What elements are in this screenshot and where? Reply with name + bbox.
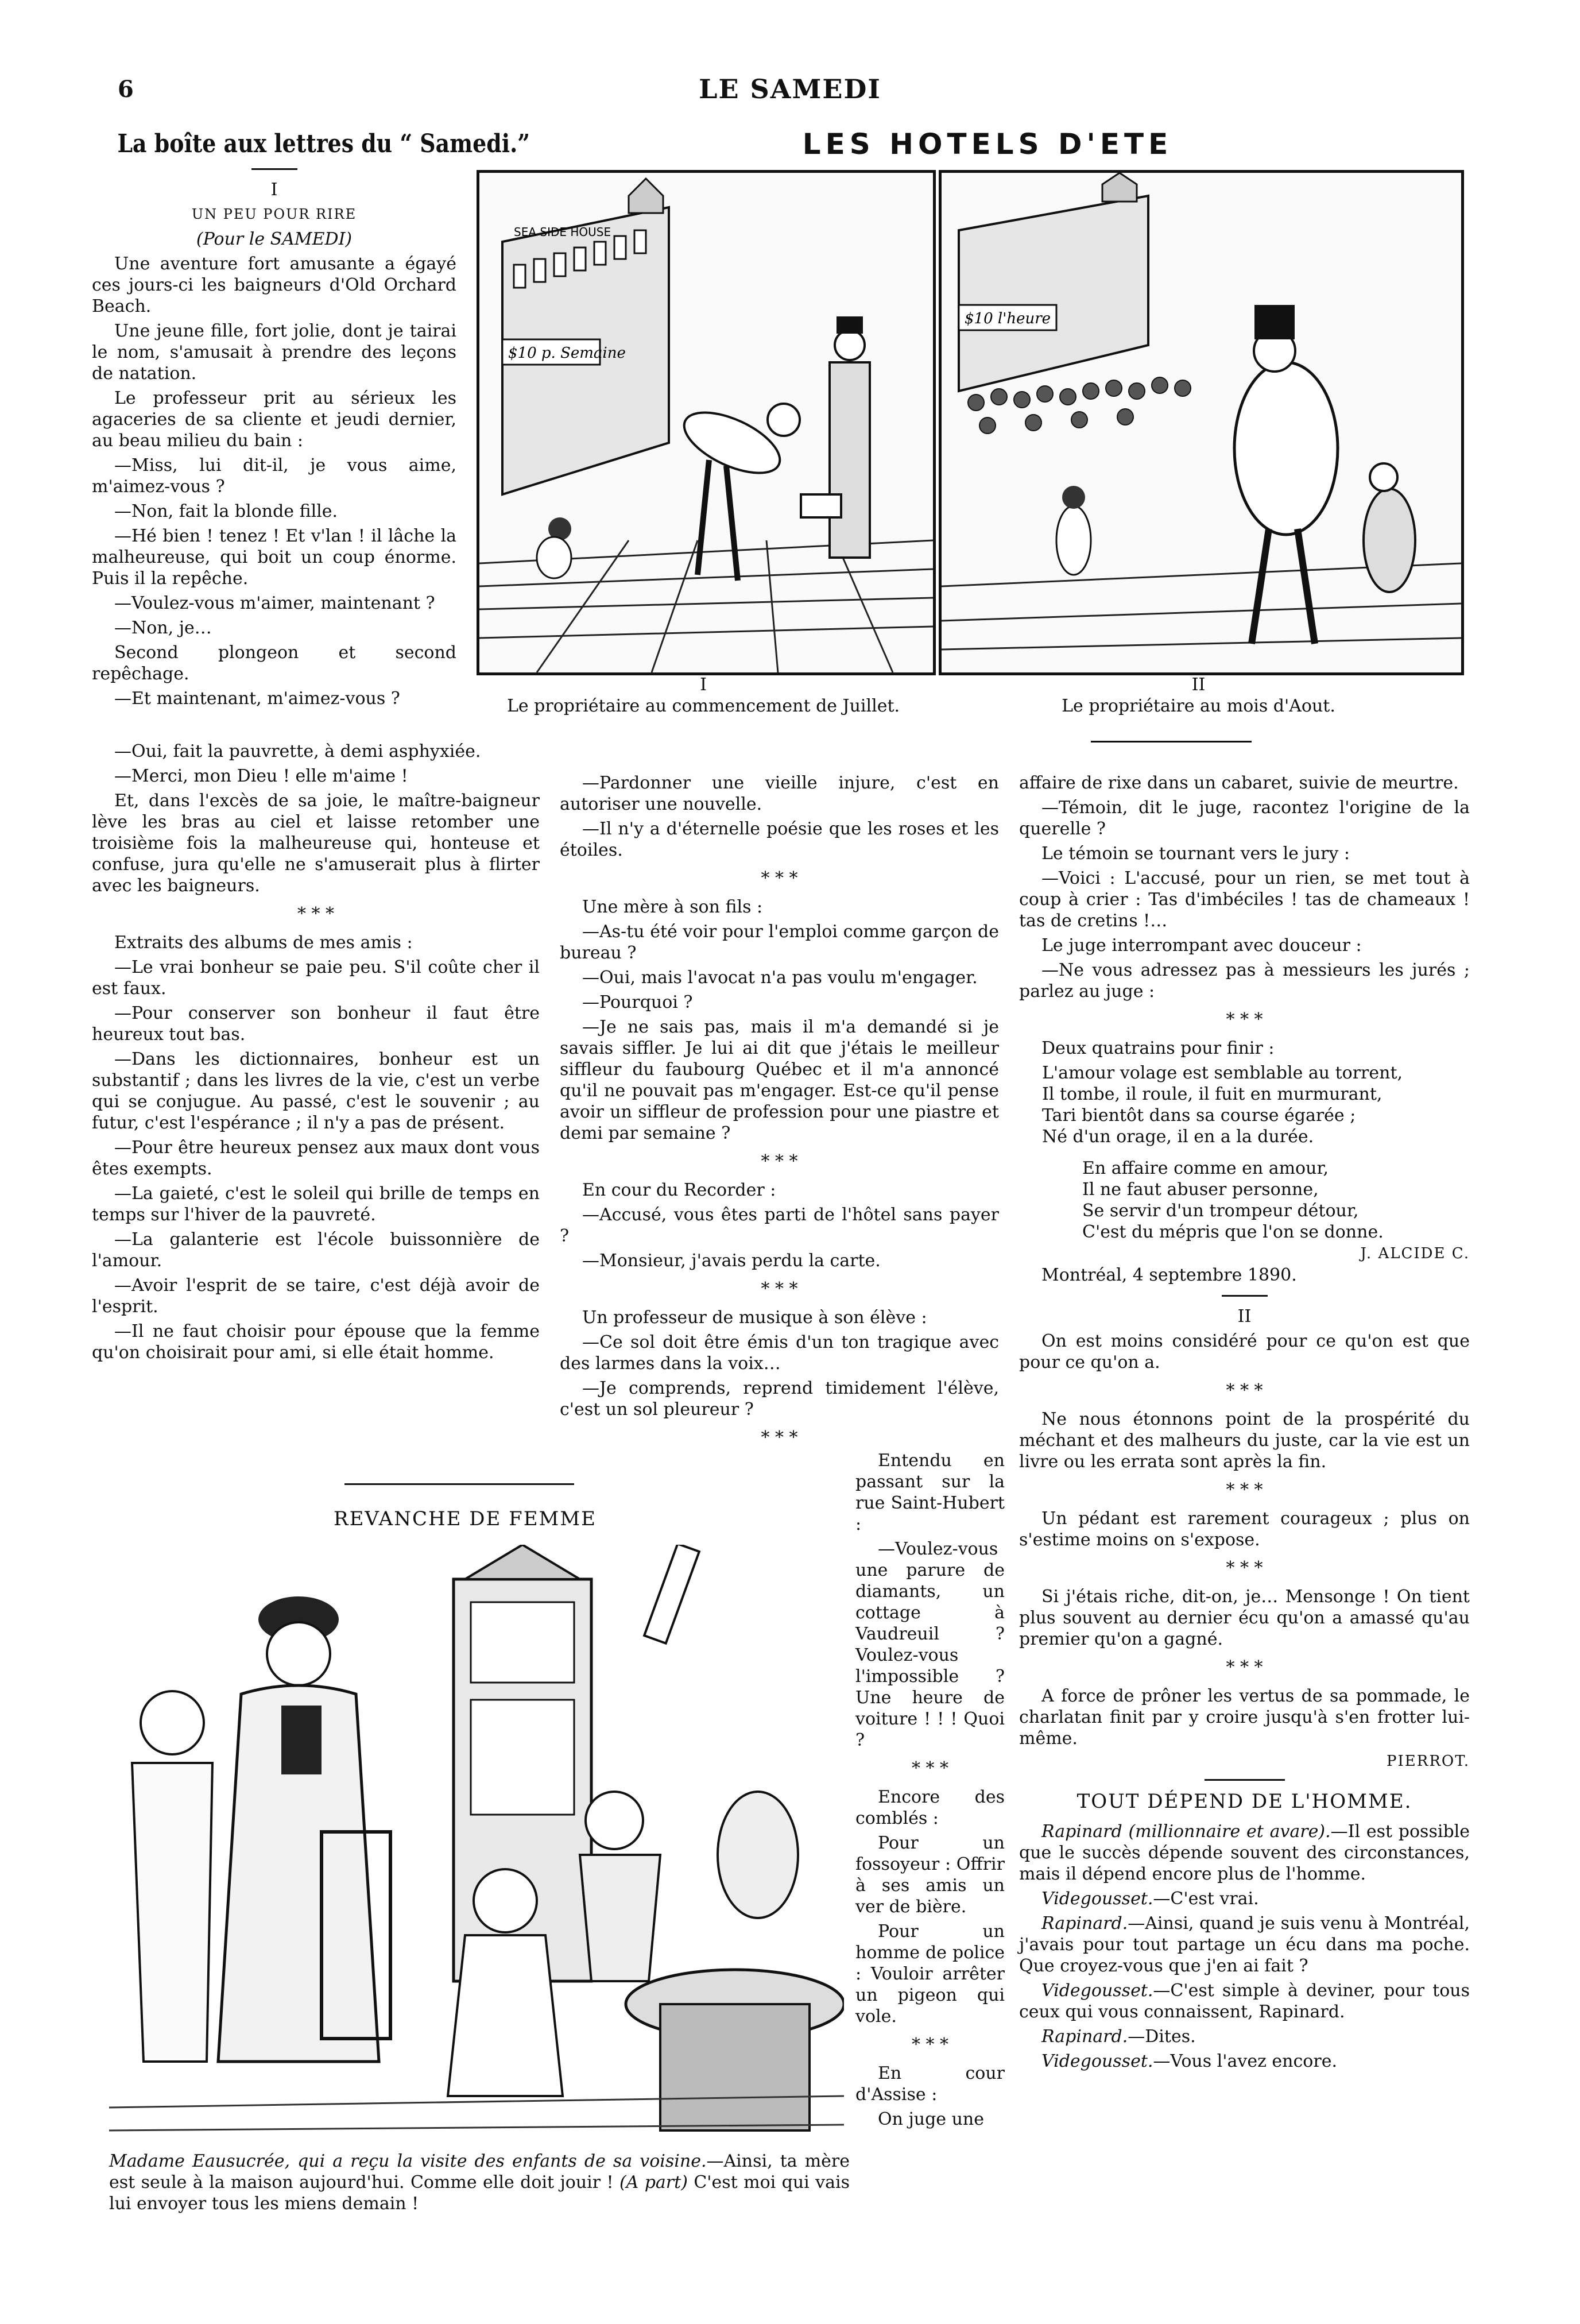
paragraph: —Avoir l'esprit de se taire, c'est déjà avoir de l'esprit.: [92, 1275, 540, 1317]
rule: [1222, 1295, 1268, 1297]
line-text: —Ainsi, quand je suis venu à Montréal, j'avais pour tout partage un écu dans ma poche. Que croyez-vous que j'en ai fait ?: [1019, 1913, 1470, 1976]
section-number: II: [1237, 1306, 1252, 1327]
paragraph: —Et maintenant, m'aimez-vous ?: [114, 689, 400, 709]
paragraph: Le juge interrompant avec douceur :: [1041, 935, 1362, 956]
paragraph: —Ce sol doit être émis d'un ton tragique avec des larmes dans la voix…: [560, 1332, 999, 1374]
verse-line: Il tombe, il roule, il fuit en murmurant,: [1042, 1084, 1382, 1104]
paragraph: On juge une: [878, 2109, 984, 2129]
rule: [1205, 1779, 1285, 1781]
column-2: [560, 772, 999, 1456]
paragraph: Second plongeon et second repêchage.: [92, 643, 456, 684]
speaker: Videgousset.: [1041, 2051, 1153, 2071]
line-text: —C'est simple à deviner, pour tous ceux qui vous connaissent, Rapinard.: [1019, 1981, 1470, 2022]
paragraph: —Miss, lui dit-il, je vous aime, m'aimez-vous ?: [92, 455, 456, 497]
paragraph: A force de prôner les vertus de sa pommade, le charlatan finit par y croire jusqu'à s'en frotter lui-même.: [1019, 1686, 1470, 1749]
panel-2-number: II: [1191, 675, 1206, 695]
revanche-caption: [109, 2151, 850, 2214]
paragraph: —Il ne faut choisir pour épouse que la femme qu'on choisirait pour ami, si elle était homme.: [92, 1321, 540, 1363]
paragraph: —Oui, mais l'avocat n'a pas voulu m'engager.: [582, 968, 978, 988]
subtitle: UN PEU POUR RIRE: [191, 206, 357, 222]
paragraph: Une aventure fort amusante a égayé ces jours-ci les baigneurs d'Old Orchard Beach.: [92, 254, 456, 316]
paragraph: —Pour être heureux pensez aux maux dont vous êtes exempts.: [92, 1138, 540, 1179]
paragraph: —Le vrai bonheur se paie peu. S'il coûte cher il est faux.: [92, 957, 540, 999]
revanche-title: REVANCHE DE FEMME: [333, 1507, 597, 1530]
revanche-illustration: [109, 1545, 844, 2142]
paragraph: —As-tu été voir pour l'emploi comme garçon de bureau ?: [560, 922, 999, 963]
caption-text: —Ainsi, ta mère est seule à la maison aujourd'hui. Comme elle doit jouir !: [109, 2151, 850, 2192]
verse-line: Il ne faut abuser personne,: [1082, 1180, 1319, 1200]
hotel-owner-bowing-illustration: [479, 173, 933, 672]
speaker: Videgousset.: [1041, 1889, 1153, 1909]
stars-separator: * * *: [761, 1151, 798, 1171]
paragraph: —Pourquoi ?: [582, 992, 693, 1012]
paragraph: —Je ne sais pas, mais il m'a demandé si je savais siffler. Je lui ai dit que j'étais le meilleur siffleur du faubourg Québec et il m'a annoncé qu'il ne pouvait pas m'engager. Est-ce qu'il pense avoir un siffleur de profession pour une piastre et demi par semaine ?: [560, 1017, 999, 1143]
stars-separator: * * *: [911, 2035, 949, 2055]
woman-with-children-illustration: [109, 1545, 844, 2142]
page-number: 6: [118, 76, 134, 103]
paragraph: —Dans les dictionnaires, bonheur est un substantif ; dans les livres de la vie, c'est un verbe qui se conjugue. Au passé, c'est le souvenir ; au futur, c'est l'espérance ; il n'y a pas de présent.: [92, 1049, 540, 1133]
signature: J. ALCIDE C.: [1360, 1245, 1470, 1262]
stars-separator: * * *: [761, 1279, 798, 1299]
verse-line: En affaire comme en amour,: [1082, 1158, 1329, 1178]
paragraph: Pour un fossoyeur : Offrir à ses amis un ver de bière.: [855, 1833, 1005, 1917]
paragraph: —Voulez-vous une parure de diamants, un cottage à Vaudreuil ? Voulez-vous l'impossible ? Une heure de voiture ! ! ! Quoi ?: [855, 1539, 1005, 1750]
byline: (Pour le SAMEDI): [196, 229, 353, 249]
line-text: —Il est possible que le succès dépende souvent des circonstances, mais il dépend encore plus de l'homme.: [1019, 1822, 1470, 1884]
paragraph: On est moins considéré pour ce qu'on est que pour ce qu'on a.: [1019, 1331, 1470, 1372]
paragraph: Ne nous étonnons point de la prospérité du méchant et des malheurs du juste, car la vie est un livre ou les errata sont après la fin.: [1019, 1409, 1470, 1472]
dialogue-line: [1019, 2051, 1470, 2072]
panel-1-caption: Le propriétaire au commencement de Juillet.: [506, 696, 900, 716]
column-1-bottom: [92, 741, 540, 1367]
dialogue-line: [1019, 1913, 1470, 1977]
dialogue-line: [1019, 1821, 1470, 1885]
caption-aside: (A part): [619, 2172, 688, 2192]
paragraph: —Non, fait la blonde fille.: [114, 501, 338, 521]
speaker: Videgousset.: [1041, 1981, 1153, 2001]
verse-line: C'est du mépris que l'on se donne.: [1082, 1222, 1384, 1242]
verse-line: Né d'un orage, il en a la durée.: [1042, 1127, 1314, 1147]
paragraph: affaire de rixe dans un cabaret, suivie de meurtre.: [1019, 773, 1459, 793]
paragraph: Le témoin se tournant vers le jury :: [1041, 844, 1350, 864]
paragraph: —Voulez-vous m'aimer, maintenant ?: [114, 593, 435, 613]
tout-depend-title: TOUT DÉPEND DE L'HOMME.: [1076, 1790, 1412, 1813]
newspaper-title: LE SAMEDI: [699, 74, 881, 105]
signature: PIERROT.: [1387, 1753, 1470, 1770]
paragraph: —Je comprends, reprend timidement l'élève, c'est un sol pleureur ?: [560, 1378, 999, 1420]
paragraph: En cour d'Assise :: [855, 2063, 1005, 2105]
stars-separator: * * *: [1226, 1480, 1263, 1500]
paragraph: Un pédant est rarement courageux ; plus on s'estime moins on s'expose.: [1019, 1509, 1470, 1550]
quatrain-2: [1082, 1158, 1470, 1243]
speaker: Rapinard.: [1041, 2027, 1128, 2047]
sign-label: $10 l'heure: [965, 310, 1051, 327]
panel-1-number: I: [700, 675, 707, 695]
building-label: SEA SIDE HOUSE: [514, 225, 611, 239]
paragraph: —Voici : L'accusé, pour un rien, se met tout à coup à crier : Tas d'imbéciles ! tas de chameaux ! tas de cretins !…: [1019, 868, 1470, 931]
paragraph: Pour un homme de police : Vouloir arrêter un pigeon qui vole.: [855, 1921, 1005, 2027]
paragraph: —La galanterie est l'école buissonnière de l'amour.: [92, 1229, 540, 1271]
paragraph: Encore des comblés :: [855, 1787, 1005, 1828]
stars-separator: * * *: [761, 868, 798, 888]
paragraph: —Pour conserver son bonheur il faut être heureux tout bas.: [92, 1003, 540, 1045]
paragraph: —Merci, mon Dieu ! elle m'aime !: [114, 766, 408, 786]
stars-separator: * * *: [761, 1428, 798, 1448]
stars-separator: * * *: [911, 1758, 949, 1778]
line-text: —Dites.: [1128, 2027, 1196, 2047]
caption-speaker: Madame Eausucrée, qui a reçu la visite des enfants de sa voisine.: [109, 2151, 707, 2171]
caption-end: C'est moi qui vais lui envoyer tous les miens demain !: [109, 2172, 850, 2214]
paragraph: —Hé bien ! tenez ! Et v'lan ! il lâche la malheureuse, qui boit un coup énorme. Puis il la repêche.: [92, 526, 456, 589]
paragraph: Deux quatrains pour finir :: [1041, 1038, 1275, 1058]
cartoon-panel-2: [939, 170, 1464, 675]
dateline: Montréal, 4 septembre 1890.: [1041, 1265, 1297, 1285]
paragraph: Le professeur prit au sérieux les agaceries de sa cliente et jeudi dernier, au beau milieu du bain :: [92, 388, 456, 451]
rule: [344, 1483, 574, 1485]
paragraph: —Non, je…: [114, 618, 212, 638]
paragraph: —Monsieur, j'avais perdu la carte.: [582, 1251, 881, 1271]
stars-separator: * * *: [1226, 1010, 1263, 1030]
panel-2-caption: Le propriétaire au mois d'Aout.: [1062, 696, 1335, 716]
paragraph: —La gaieté, c'est le soleil qui brille de temps en temps sur l'hiver de la pauvreté.: [92, 1184, 540, 1225]
dialogue-line: [1019, 2026, 1470, 2047]
story-text: [92, 253, 456, 709]
side-column: [855, 1450, 1005, 2133]
stars-separator: * * *: [1226, 1558, 1263, 1578]
dialogue-line: [1019, 1980, 1470, 2023]
paragraph: Une mère à son fils :: [582, 897, 763, 917]
column-3: [1019, 772, 1470, 2075]
dialogue-line: [1019, 1888, 1470, 1909]
section-number: I: [270, 180, 278, 200]
column-1-top: [92, 129, 530, 713]
paragraph: —Oui, fait la pauvrette, à demi asphyxiée.: [114, 741, 481, 761]
paragraph: Un professeur de musique à son élève :: [582, 1308, 927, 1328]
speaker: Rapinard (millionnaire et avare).: [1041, 1822, 1331, 1842]
quatrain-1: [1042, 1062, 1470, 1147]
paragraph: —Accusé, vous êtes parti de l'hôtel sans payer ?: [560, 1205, 999, 1246]
paragraph: En cour du Recorder :: [582, 1180, 776, 1200]
rule: [251, 168, 297, 170]
paragraph: Une jeune fille, fort jolie, dont je tairai le nom, s'amusait à prendre des leçons de natation.: [92, 321, 456, 384]
hotel-owner-crowd-illustration: [942, 173, 1461, 672]
verse-line: Se servir d'un trompeur détour,: [1082, 1201, 1359, 1221]
line-text: —C'est vrai.: [1153, 1889, 1259, 1909]
paragraph: —Ne vous adressez pas à messieurs les jurés ; parlez au juge :: [1019, 960, 1470, 1001]
verse-line: Tari bientôt dans sa course égarée ;: [1042, 1105, 1356, 1126]
dialogue: [1019, 1821, 1470, 2072]
stars-separator: * * *: [1226, 1381, 1263, 1401]
sign-label: $10 p. Semaine: [508, 345, 626, 362]
verse-line: L'amour volage est semblable au torrent,: [1042, 1063, 1403, 1083]
speaker: Rapinard.: [1041, 1913, 1128, 1934]
paragraph: —Il n'y a d'éternelle poésie que les roses et les étoiles.: [560, 819, 999, 860]
paragraph: —Témoin, dit le juge, racontez l'origine de la querelle ?: [1019, 798, 1470, 839]
paragraph: —Pardonner une vieille injure, c'est en autoriser une nouvelle.: [560, 773, 999, 814]
cartoon-title: LES HOTELS D'ETE: [802, 127, 1173, 161]
line-text: —Vous l'avez encore.: [1153, 2051, 1337, 2071]
paragraph: Entendu en passant sur la rue Saint-Hubert :: [855, 1451, 1005, 1534]
cartoon-panel-1: [477, 170, 936, 675]
paragraph: Extraits des albums de mes amis :: [114, 933, 413, 953]
stars-separator: * * *: [1226, 1657, 1263, 1677]
paragraph: Et, dans l'excès de sa joie, le maître-baigneur lève les bras au ciel et laisse retomber une troisième fois la malheureuse qui, honteuse et confuse, jura qu'elle ne s'amuserait plus à flirter avec les baigneurs.: [92, 791, 540, 896]
mailbox-title: La boîte aux lettres du “ Samedi.”: [117, 129, 530, 158]
paragraph: Si j'étais riche, dit-on, je… Mensonge ! On tient plus souvent au dernier écu qu'on a amassé qu'au premier qu'on a gagné.: [1019, 1587, 1470, 1649]
rule: [1091, 741, 1252, 743]
stars-separator: * * *: [297, 904, 335, 924]
